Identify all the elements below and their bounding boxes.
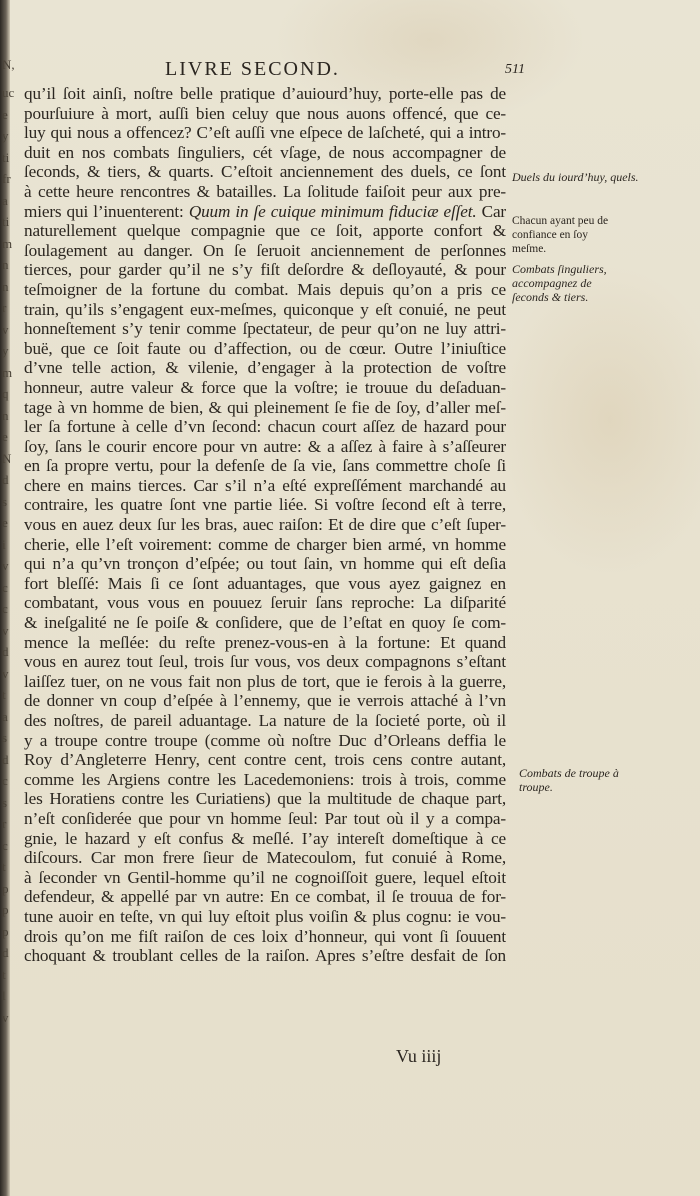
text-line: honneſtement s’y tenir comme ſpectateur, de peur qu’on ne luy attri- (24, 319, 506, 339)
gutter-fragment: v (2, 559, 9, 573)
text-line: contraire, les quatre ſont vne partie liée. Si voſtre ſecond eſt à terre, (24, 495, 506, 515)
text-line: tune auoir en teſte, vn qui luy eſtoit plus voiſin & plus cognu: ie vou- (24, 906, 506, 926)
text-line: luy qui nous a offencez? C’eſt auſſi vne eſpece de laſcheté, qui a intro- (24, 123, 506, 143)
margin-note-duels: Duels du iourd’huy, quels. (512, 170, 639, 184)
text-line: en ſa propre vertu, pour la defenſe de ſa vie, ſans commettre choſe ſi (24, 456, 506, 476)
text-line: qui n’a qu’vn tronçon d’eſpée; ou tout ſain, vn homme qui eſt deſia (24, 554, 506, 574)
gutter-fragment: v (2, 1010, 9, 1025)
text-line: d’vne telle action, & vilenie, d’engager à la protection de voſtre (24, 358, 506, 378)
text-line: choquant & troublant celles de la raiſon. Apres s’eſtre desfait de ſon (24, 946, 506, 966)
text-line: Roy d’Angleterre Henry, cent contre cent, trois cens contre autant, (24, 750, 506, 770)
gutter-fragment: e (2, 107, 8, 122)
text-line: train, qu’ils s’engagent eux-meſmes, quiconque y eſt conuié, ne peut (24, 299, 506, 319)
text-line: defendeur, & appellé par vn autre: En ce combat, il ſe trouua de for- (24, 887, 506, 907)
text-line: gnie, le hazard y eſt confus & meſlé. I’ay intereſt domeſtique à ce (24, 828, 506, 848)
text-line: naturellement quelque compagnie que ce ſoit, apporte confort & (24, 221, 506, 241)
text-line: vous en auez deux ſur les bras, auec raiſon: Et de dire que c’eſt ſuper- (24, 515, 506, 535)
main-text-block (24, 84, 506, 966)
gutter-fragment: v (2, 666, 9, 681)
gutter-fragment: s (2, 731, 8, 745)
gutter-fragment: s (2, 795, 8, 810)
gutter-fragment: c (2, 580, 8, 595)
text-line: chere en mains tierces. Car s’il n’a eſté expreſſément marchandé au (24, 475, 506, 495)
text-line: vous en aurez tout ſeul, trois ſur vous, vos deux compagnons s’eſtant (24, 652, 506, 672)
gutter-fragment: s (2, 494, 8, 509)
text-line: fort bleſſé: Mais ſi ce ſont aduantages, que vous ayez gaignez en (24, 573, 506, 593)
gutter-fragment: ti (2, 215, 10, 229)
text-line: comme les Argiens contre les Lacedemoniens: trois à trois, comme (24, 769, 506, 789)
text-line: ſoulagement au danger. On ſe ſeruoit anciennement de perſonnes (24, 240, 506, 260)
gutter-fragment: i (2, 537, 6, 552)
gutter-fragment: r (2, 817, 7, 831)
margin-note-combats-singuliers: Combats ſinguliers, accompagnez de ſeconds & tiers. (512, 262, 607, 304)
gutter-fragment: p (2, 924, 9, 939)
gutter-fragment: y (2, 344, 9, 358)
text-line: de donner vn coup d’eſpée à l’ennemy, que ie verrois attaché à l’vn (24, 691, 506, 711)
text-line: ſoy, ſans le courir encore pour vn autre: & a aſſez à faire à s’aſſeurer (24, 436, 506, 456)
gutter-fragment: y (2, 129, 9, 143)
gutter-fragment: d (2, 473, 9, 487)
text-line: diſcours. Car mon frere ſieur de Matecoulom, fut conuié à Rome, (24, 848, 506, 868)
text-line: tage à vn homme de bien, & qui pleinement ſe fie de ſoy, d’aller meſ- (24, 397, 506, 417)
text-line: duit en nos combats ſinguliers, cét vſage, de nous accompagner de (24, 142, 506, 162)
gutter-fragment: n (2, 258, 9, 272)
gutter-fragment: t (2, 860, 6, 874)
gutter-fragment: c (2, 838, 8, 853)
text-line: des noſtres, de pareil aduantage. La nature de la ſocieté porte, où il (24, 711, 506, 730)
gutter-fragment: q (2, 387, 9, 401)
gutter-fragment: v (2, 322, 9, 337)
gutter-fragment: n (2, 408, 9, 423)
gutter-fragment: e (2, 430, 8, 444)
corner-fragment: N, (2, 58, 15, 72)
gutter-fragment: r (2, 301, 7, 315)
gutter-fragment: c (2, 774, 8, 788)
gutter-fragment: a (2, 193, 8, 208)
gutter-fragment: v (2, 623, 9, 638)
gutter-fragment: d (2, 752, 9, 767)
gutter-fragment: c (2, 602, 8, 616)
running-title: LIVRE SECOND. (165, 58, 340, 80)
text-line: à ſeconder vn Gentil-homme qu’il ne cognoiſſoit guere, lequel eſtoit (24, 867, 506, 887)
gutter-fragment: uc (2, 86, 15, 100)
margin-note-confiance: Chacun ayant peu de confiance en ſoy meſme. (512, 215, 609, 255)
gutter-fragment: d (2, 946, 9, 960)
text-line: mence la meſlée: du reſte prenez-vous-en à la fortune: Et quand (24, 632, 506, 652)
gutter-fragment: t (2, 967, 6, 982)
text-line: n’eſt conſiderée que pour vn homme ſeul: Par tout où il y a compa- (24, 808, 506, 828)
gutter-fragment: fr (2, 172, 11, 186)
gutter-fragment: d (2, 645, 9, 659)
gutter-fragment: l (2, 989, 6, 1003)
gutter-fragment: p (2, 903, 9, 917)
text-line: pourſuiure à mort, auſſi bien celuy que nous auons offencé, que ce- (24, 103, 506, 123)
text-line: & ineſgalité ne ſe poiſe & conſidere, que de l’eſtat en quoy ſe com- (24, 613, 506, 633)
gutter-fragment: ti (2, 150, 10, 165)
text-line: teſmoigner de la fortune du combat. Mais depuis qu’on a pris ce (24, 279, 506, 299)
text-line: laiſſez tuer, on ne vous fait non plus de tort, que ie ferois à la guerre, (24, 671, 506, 691)
text-line: ler ſa fortune à celle d’vn ſecond: chacun court aſſez de hazard pour (24, 417, 506, 437)
text-line: miers qui l’inuenterent: Quum in ſe cuique minimum fiduciæ eſſet. Car (24, 201, 506, 221)
latin-quotation: Quum in ſe cuique minimum fiduciæ eſſet. (188, 201, 477, 221)
page-header (20, 58, 525, 82)
text-line: buë, que ce ſoit faute ou d’affection, ou de cœur. Outre l’iniuſtice (24, 338, 506, 358)
gutter-fragment: a (2, 709, 8, 724)
text-line: ſeconds, & tiers, & quarts. C’eſtoit anciennement des duels, ce ſont (24, 162, 506, 182)
text-line: cherie, elle l’eſt voirement: comme de charger bien armé, vn homme (24, 534, 506, 554)
gutter-fragment: m (2, 236, 13, 251)
text-line: y a troupe contre troupe (comme où noſtre Duc d’Orleans deffia le (24, 730, 506, 750)
text-line: qu’il ſoit ainſi, noſtre belle pratique d’auiourd’huy, porte-elle pas de (24, 84, 506, 103)
margin-note-combats-troupe: Combats de troupe à troupe. (519, 766, 619, 794)
text-line: les Horatiens contre les Curiatiens) que la multitude de chaque part, (24, 789, 506, 809)
gutter-fragment: t (2, 688, 6, 702)
gutter-fragment: n (2, 279, 9, 294)
signature-mark: Vu iiij (396, 1046, 442, 1066)
gutter-fragment: e (2, 516, 8, 530)
gutter-fragment: m (2, 365, 13, 380)
text-line: combatant, vous vous en pouuez ſeruir ſans reproche: La diſparité (24, 593, 506, 613)
text-line: honneur, autre valeur & force que la voſtre; ie trouue du deſaduan- (24, 377, 506, 397)
gutter-fragment: p (2, 881, 9, 896)
text-line: tierces, pour garder qu’il ne s’y fiſt deſordre & deſloyauté, & pour (24, 260, 506, 280)
text-line: à cette heure rencontres & batailles. La ſolitude faiſoit peur aux pre- (24, 181, 506, 201)
text-line: drois qu’on me fiſt raiſon de ces loix d’honneur, qui vont ſi ſouuent (24, 926, 506, 946)
gutter-fragment: N (2, 451, 12, 466)
folio-number: 511 (505, 62, 525, 77)
